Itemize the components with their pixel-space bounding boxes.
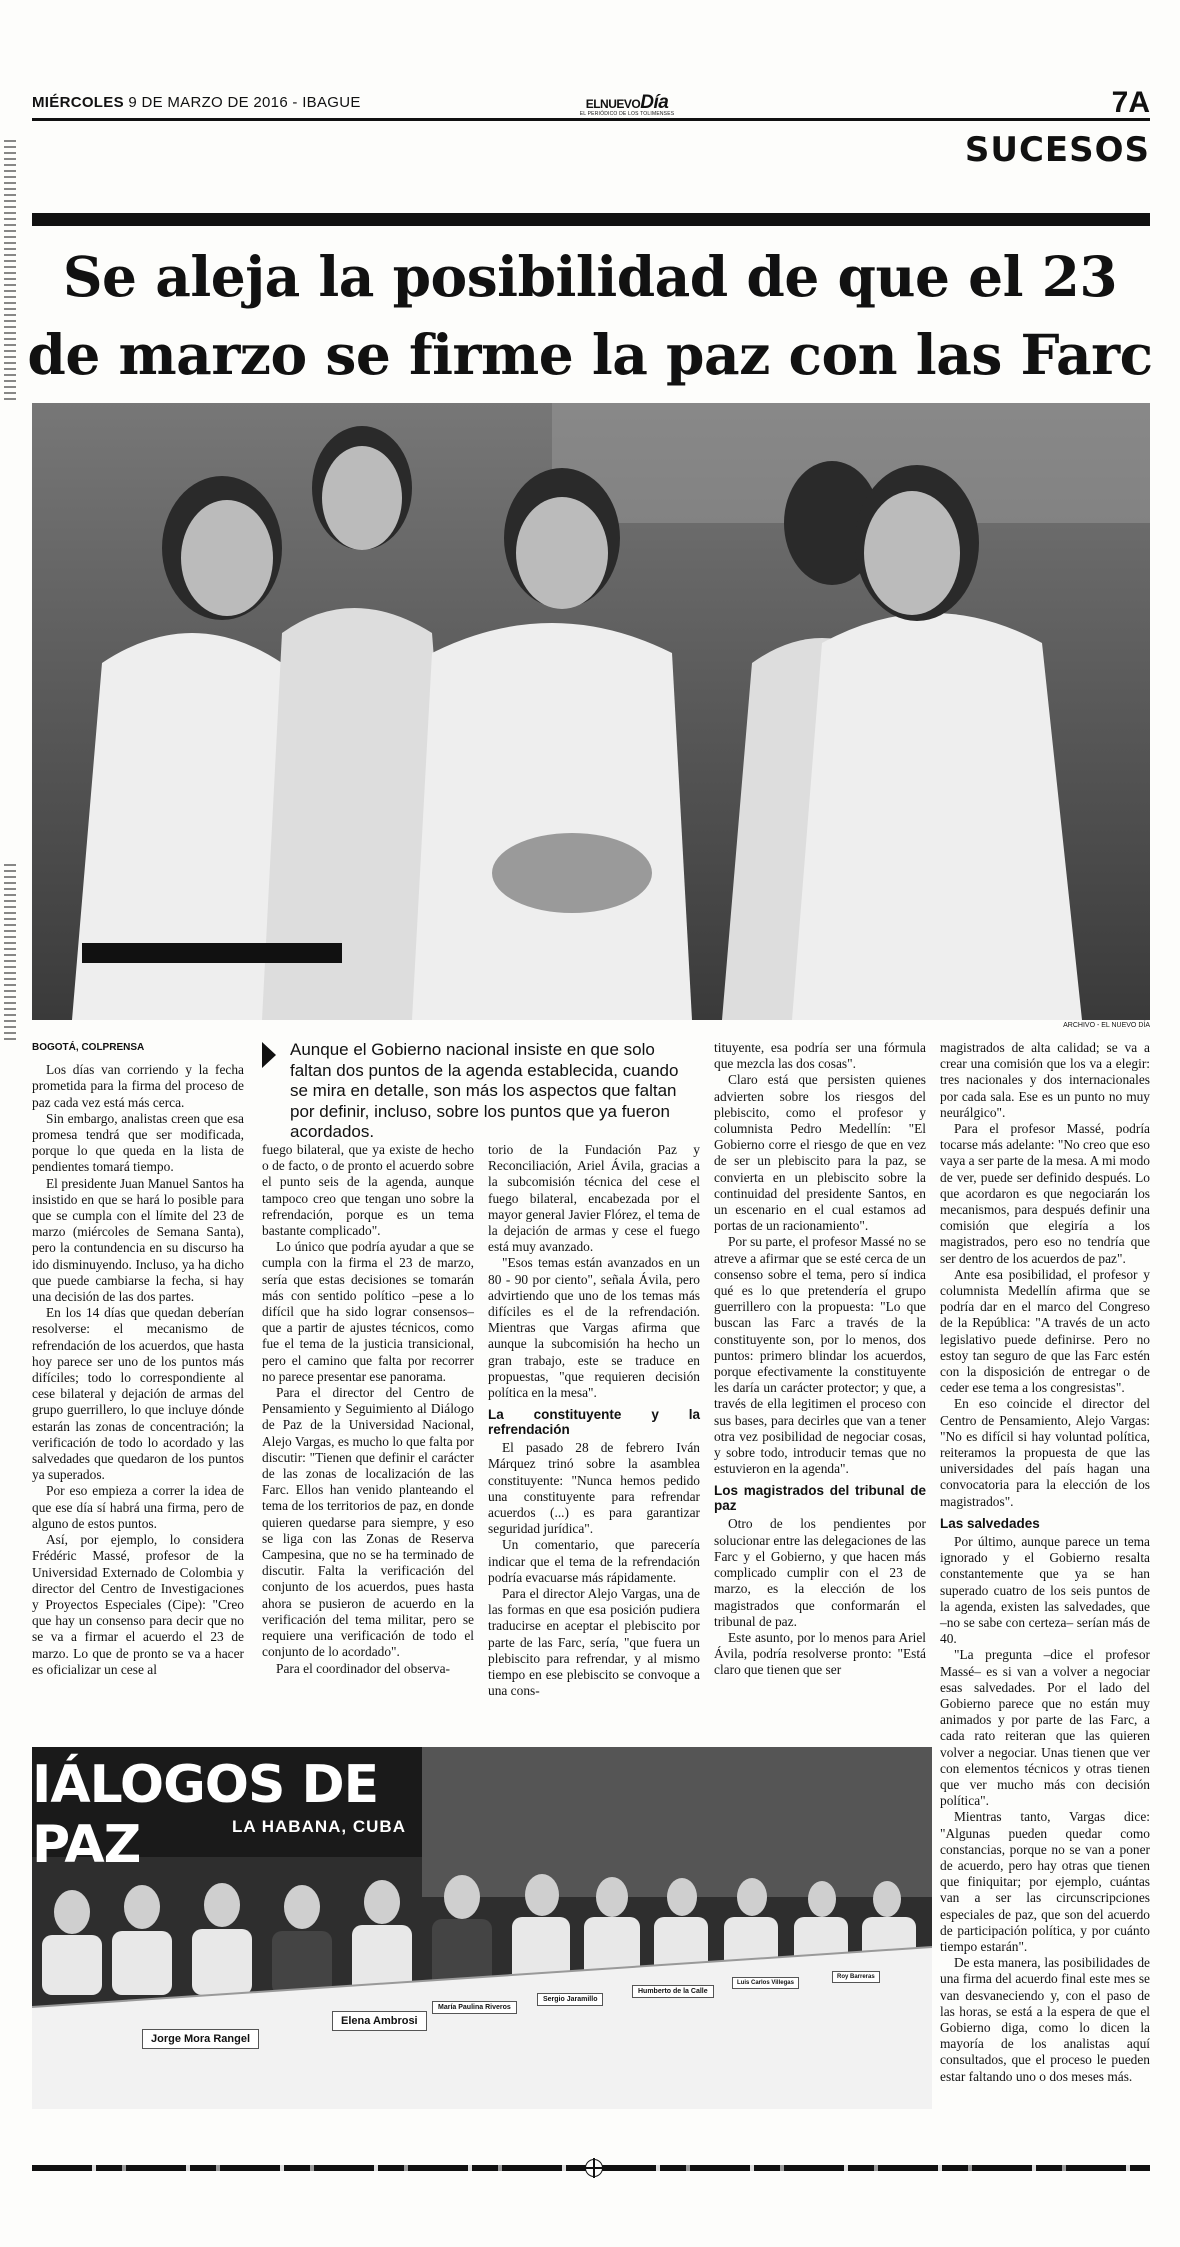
nameplate: Humberto de la Calle	[632, 1985, 714, 1998]
paragraph: "La pregunta –dice el profesor Massé– es si van a volver a negociar esas salvedades. Por el lado del Gobierno parece que no están muy animados y por parte de las Farc, a cada rato reiteran que las quieren volver a negociar. Unas tienen que ver con elementos técnicos y otras tienen que ver mucho más con decisión política".	[940, 1647, 1150, 1809]
paragraph: Sin embargo, analistas creen que esa promesa tendrá que ser modificada, porque lo que queda en la lista de pendientes tomará tiempo.	[32, 1110, 244, 1175]
article-column-4	[714, 1040, 926, 1679]
paragraph: Así, por ejemplo, lo considera Frédéric Massé, profesor de la Universidad Externado de Colombia y director del Centro de Investigaciones y Proyectos Especiales (Cipe): "Creo que hay un consenso para decir que no se va a firmar el acuerdo el 23 de marzo. Lo que de pronto se va a hacer es oficializar un cese al	[32, 1532, 244, 1677]
newspaper-logo: ELNUEVODía EL PERIÓDICO DE LOS TOLIMENSES	[579, 92, 675, 117]
nameplate: Roy Barreras	[832, 1971, 880, 1983]
paragraph: fuego bilateral, que ya existe de hecho o de facto, o de pronto el acuerdo sobre el punto seis de la agenda, aunque tampoco creo que tengan uno sobre la refrendación, porque es un tema bastante complicado".	[262, 1142, 474, 1239]
paragraph: El pasado 28 de febrero Iván Márquez trinó sobre la asamblea constituyente: "Nunca hemos pedido una constituyente para refrendar acuerdos (...) es para garantizar seguridad jurídica".	[488, 1440, 700, 1537]
nameplate: Jorge Mora Rangel	[142, 2029, 259, 2049]
paragraph: magistrados de alta calidad; se va a crear una comisión que los va a elegir: tres nacionales y dos internacionales por cada sala. Ese es un punto no muy neurálgico".	[940, 1040, 1150, 1120]
paragraph: Ante esa posibilidad, el profesor y columnista Medellín afirma que se podría dar en el marco del Congreso de la República: "A través de un acto legislativo puede definirse. Pero no estoy tan seguro de que las Farc estén con la disposición de entregar o de ceder ese tema a los congresistas".	[940, 1266, 1150, 1396]
handshake-photo	[32, 403, 1150, 1020]
masthead	[32, 86, 1150, 121]
subheading-magistrados: Los magistrados del tribunal de paz	[714, 1483, 926, 1514]
paragraph: De esta manera, las posibilidades de una firma del acuerdo final este mes se van desvaneciendo y, con el paso de las horas, se está a la espera de que el Gobierno diga, como lo dicen la mayoría de los analistas aquí consultados, que el proceso le pueden estar faltando uno o dos meses más.	[940, 1955, 1150, 2084]
nameplate: Sergio Jaramillo	[537, 1993, 603, 2006]
paragraph: Por eso empieza a correr la idea de que ese día sí habrá una firma, pero de alguno de estos puntos.	[32, 1483, 244, 1531]
nameplate: Elena Ambrosi	[332, 2011, 427, 2031]
paragraph: Por su parte, el profesor Massé no se atreve a afirmar que se esté cerca de un consenso sobre el tema, pero sí indica qué es lo que pretendería el grupo guerrillero con la propuesta: "Lo que buscan las Farc a través de la constituyente son, por lo menos, dos puntos: primero blindar los acuerdos, porque efectivamente la constituyente les daría un carácter protector; y que, a través de ella legitimen el proceso con sus bases, para decirles que van a tener otra vez posibilidad de negociar cosas, y sobre todo, introducir temas que no estuvieron en la agenda".	[714, 1234, 926, 1477]
paragraph: Mientras tanto, Vargas dice: "Algunas pueden quedar como constancias, porque no se van a poner de acuerdo, pero hay otras que tienen que finiquitar; por ejemplo, cuántas van a ser las circunscripciones especiales de paz, que son del acuerdo de participación política, y por cuánto tiempo estarán".	[940, 1809, 1150, 1954]
nameplate: María Paulina Riveros	[432, 2001, 517, 2014]
article-column-2	[262, 1142, 474, 1677]
paragraph: Un comentario, que parecería indicar que el tema de la refrendación podría evacuarse más rápidamente.	[488, 1537, 700, 1585]
paragraph: Para el director Alejo Vargas, una de las formas en que esa posición pudiera traducirse en aceptar el plebiscito por parte de las Farc, sería, "que fuera un plebiscito para refrendar, y al mismo tiempo en ese plebiscito se convoque a una cons-	[488, 1586, 700, 1699]
paragraph: tituyente, esa podría ser una fórmula que mezcla las dos cosas".	[714, 1040, 926, 1072]
section-rule	[32, 213, 1150, 226]
paragraph: El presidente Juan Manuel Santos ha insistido en que se hará lo posible para que se cumpla con el límite del 23 de marzo (miércoles de Semana Santa), pero la contundencia en su discurso ha ido disminuyendo. Incluso, ya ha dicho que puede cambiarse la fecha, si hay una decisión de las dos partes.	[32, 1175, 244, 1305]
paragraph: En eso coincide el director del Centro de Pensamiento, Alejo Vargas: "No es difícil si hay voluntad política, reiteramos la propuesta de que las universidades del país hagan una convocatoria para la elección de los magistrados".	[940, 1396, 1150, 1509]
lead-arrow-icon	[262, 1042, 276, 1068]
dateline: BOGOTÁ, COLPRENSA	[32, 1042, 145, 1053]
registration-mark-icon	[585, 2159, 603, 2177]
paragraph: Para el profesor Massé, podría tocarse más adelante: "No creo que eso vaya a ser parte de la mesa. A mi modo de ver, puede ser definido después. Lo que acordaron es que negociarán los mecanismos, para después definir una comisión que elegiría a los magistrados, pero eso no tendría que ser dentro de los acuerdos de paz".	[940, 1121, 1150, 1266]
article-column-1	[32, 1040, 244, 1678]
paragraph: Por último, aunque parece un tema ignorado y el Gobierno resalta constantemente que ya se han superado cuatro de los seis puntos de la agenda, existen las salvedades, que –no se sabe con certeza– serían más de 40.	[940, 1533, 1150, 1647]
trim-marks-left	[4, 140, 16, 400]
subheading-salvedades: Las salvedades	[940, 1515, 1040, 1531]
article-column-5	[940, 1040, 1150, 2085]
masthead-date: MIÉRCOLES 9 DE MARZO DE 2016 - IBAGUE	[32, 94, 361, 111]
paragraph: torio de la Fundación Paz y Reconciliación, Ariel Ávila, gracias a la subcomisión técnica del cese el fuego bilateral, encabezada por el mayor general Javier Flórez, el tema de la dejación de armas y cese el fuego está muy avanzado.	[488, 1142, 700, 1255]
paragraph: Este asunto, por lo menos para Ariel Ávila, podría resolverse pronto: "Está claro que tienen que ser	[714, 1629, 926, 1678]
paragraph: En los 14 días que quedan deberían resolverse: el mecanismo de refrendación de los acuerdos, que hasta hoy parece ser uno de los puntos más difíciles; todo lo correspondiente al cese bilateral y dejación de armas del grupo guerrillero, lo que incluye dónde estarán las zonas de concentración; la verificación de todo lo acordado y las salvedades que quedaron de los puntos ya superados.	[32, 1305, 244, 1483]
section-title: SUCESOS	[964, 130, 1150, 170]
trim-marks-left-lower	[4, 860, 16, 1040]
paragraph: Para el director del Centro de Pensamiento y Seguimiento al Diálogo de Paz de la Universidad Nacional, Alejo Vargas, es mucho lo que falta por discutir: "Tienen que definir el carácter de las zonas de localización de las Farc. Ellos han venido planteando el tema de los territorios de paz, en donde quieren quedarse para siempre, y eso se liga con las Zonas de Reserva Campesina, que no se ha terminado de discutir. Falta la verificación del conjunto de los acuerdos, pues hasta ahora se pusieron de acuerdo en la verificación del tema militar, pero se requiere una verificación de todo el conjunto de lo acordado".	[262, 1385, 474, 1660]
headline: Se aleja la posibilidad de que el 23 de marzo se firme la paz con las Farc	[27, 244, 1153, 387]
paragraph: Otro de los pendientes por solucionar entre las delegaciones de las Farc y el Gobierno, y que hacen más complicado cumplir con el 23 de marzo, es la elección de los magistrados que conformarán el tribunal de paz.	[714, 1516, 926, 1629]
paragraph: Para el coordinador del observa-	[276, 1660, 451, 1676]
nameplate: Luis Carlos Villegas	[732, 1977, 799, 1989]
photo-banner-sub: LA HABANA, CUBA	[232, 1817, 406, 1836]
photo-credit: ARCHIVO - EL NUEVO DÍA	[1063, 1022, 1150, 1029]
subheading-constituyente: La constituyente y la refrendación	[488, 1407, 700, 1438]
paragraph: Los días van corriendo y la fecha prometida para la firma del proceso de paz cada vez está más cerca.	[32, 1062, 244, 1110]
article-lead: Aunque el Gobierno nacional insiste en que solo faltan dos puntos de la agenda establecida, cuando se mira en detalle, son más los aspectos que faltan por definir, incluso, sobre los puntos que ya fueron acordados.	[290, 1040, 679, 1141]
paragraph: Lo único que podría ayudar a que se cumpla con la firma el 23 de marzo, sería que estas decisiones se tomarán más con sentido político –pese a lo difícil que ha sido lograr consensos– que a partir de ajustes técnicos, como fue el tema de la justicia transicional, pero el camino que falta por recorrer no parece presentar ese panorama.	[262, 1239, 474, 1384]
paragraph: Claro está que persisten quienes advierten sobre los riesgos del plebiscito, como el profesor y columnista Pedro Medellín: "El Gobierno corre el riesgo de que en vez de ser un plebiscito para la paz, se convierta en un plebiscito sobre la continuidad del presidente Santos, en un escenario en el cual estamos ad portas de un racionamiento".	[714, 1072, 926, 1234]
article-column-3	[488, 1142, 700, 1700]
photo-banner-text: IÁLOGOS DE PAZ	[32, 1755, 379, 1875]
negotiation-table-photo	[32, 1747, 932, 2109]
page-number: 7A	[1111, 86, 1150, 119]
paragraph: "Esos temas están avanzados en un 80 - 90 por ciento", señala Ávila, pero advirtiendo que uno de los temas más difíciles es el de la refrendación. Mientras que Vargas afirma que aunque la subcomisión ha hecho un gran trabajo, este se traduce en propuestas, "que requieren decisión política en la mesa".	[488, 1255, 700, 1401]
